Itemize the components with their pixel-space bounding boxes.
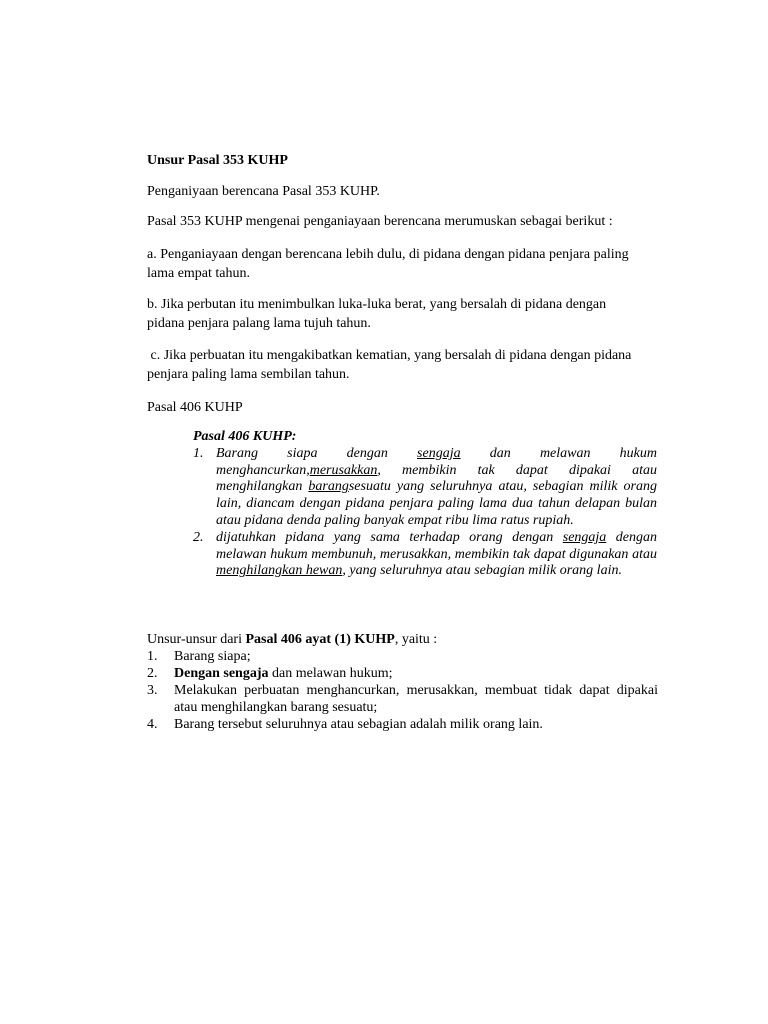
quote-item-2	[193, 530, 657, 580]
list-item	[147, 716, 658, 733]
quote-item-number: 1.	[193, 445, 204, 461]
paragraph-item-a: a. Penganiayaan dengan berencana lebih dulu, di pidana dengan pidana penjara paling lama empat tahun.	[147, 247, 629, 281]
paragraph-item-b: b. Jika perbutan itu menimbulkan luka-luka berat, yang bersalah di pidana dengan pidana penjara palang lama tujuh tahun.	[147, 297, 607, 331]
underlined-term: merusakkan	[309, 462, 378, 478]
quote-item-1	[193, 446, 657, 530]
list-item	[147, 665, 658, 682]
document-heading: Unsur Pasal 353 KUHP	[147, 153, 288, 168]
list-text: dan melawan hukum;	[268, 666, 393, 681]
list-number: 1.	[147, 649, 158, 664]
underlined-term: barang	[308, 479, 349, 495]
paragraph-pasal-353-intro: Pasal 353 KUHP mengenai penganiayaan berencana merumuskan sebagai berikut :	[147, 214, 613, 229]
list-number: 2.	[147, 666, 158, 681]
paragraph-pasal-406: Pasal 406 KUHP	[147, 400, 243, 415]
list-number: 3.	[147, 683, 158, 698]
unsur-list	[147, 648, 658, 733]
unsur-intro	[147, 630, 437, 649]
quote-text: sesuatu yang seluruhnya atau, sebagian milik orang lain, diancam dengan pidana penjara paling lama dua tahun delapan bulan atau pidana denda paling banyak empat ribu lima ratus rupiah.	[216, 479, 658, 528]
quote-text: dengan melawan hukum membunuh, merusakkan, membikin tak dapat digunakan atau	[216, 529, 657, 562]
list-item	[147, 648, 658, 665]
pasal-406-quote	[193, 429, 657, 580]
list-text-bold: Dengan sengaja	[174, 666, 269, 681]
quote-item-number: 2.	[193, 529, 204, 545]
quote-text: dan melawan hukum menghancurkan,	[216, 445, 657, 478]
underlined-term: sengaja	[417, 445, 461, 461]
list-text: Barang tersebut seluruhnya atau sebagian adalah milik orang lain.	[174, 717, 543, 732]
unsur-intro-text: , yaitu :	[394, 632, 438, 647]
list-number: 4.	[147, 717, 158, 732]
list-text: Melakukan perbuatan menghancurkan, merusakkan, membuat tidak dapat dipakai atau menghilangkan barang sesuatu;	[174, 683, 658, 715]
quote-text: , yang seluruhnya atau sebagian milik orang lain.	[342, 563, 622, 579]
quote-text: dijatuhkan pidana yang sama terhadap orang dengan	[216, 529, 563, 545]
quote-text: , membikin tak dapat dipakai atau menghilangkan	[216, 462, 657, 495]
unsur-intro-bold: Pasal 406 ayat (1) KUHP	[245, 632, 395, 647]
underlined-term: sengaja	[562, 529, 607, 545]
list-item	[147, 682, 658, 716]
list-text: Barang siapa;	[174, 649, 251, 664]
quote-title: Pasal 406 KUHP:	[193, 429, 297, 444]
paragraph-penganiayaan: Penganiyaan berencana Pasal 353 KUHP.	[147, 184, 380, 199]
unsur-intro-text: Unsur-unsur dari	[147, 632, 246, 647]
paragraph-item-c: c. Jika perbuatan itu mengakibatkan kematian, yang bersalah di pidana dengan pidana penjara paling lama sembilan tahun.	[147, 348, 635, 382]
underlined-term: menghilangkan hewan	[216, 563, 343, 579]
quote-text: Barang siapa dengan	[216, 445, 418, 461]
